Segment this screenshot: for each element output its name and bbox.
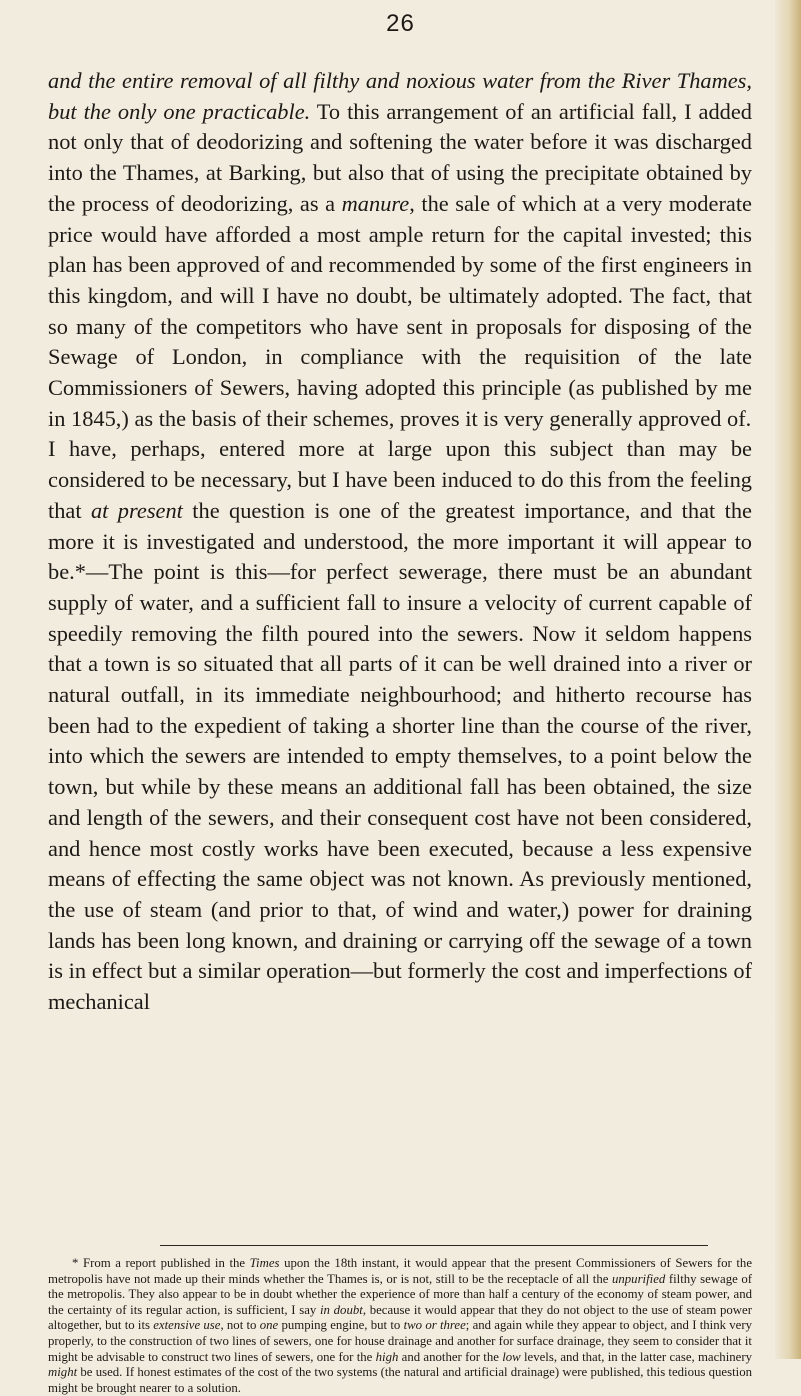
footnote-italic-unpurified: unpurified bbox=[611, 1271, 666, 1286]
italic-at-present: at present bbox=[90, 497, 183, 523]
footnote-text-h: and another for the bbox=[398, 1349, 503, 1364]
footnote-text-i: levels, and that, in the latter case, machinery bbox=[520, 1349, 752, 1364]
paragraph-2 bbox=[48, 434, 752, 1017]
footnote-italic-high: high bbox=[375, 1349, 399, 1364]
footnote-text-d: , because it would appear that they do not object to the use of steam power altogether, but to its bbox=[48, 1302, 752, 1333]
footnote-text-e: , not to bbox=[220, 1318, 260, 1333]
footnote-italic-two-or-three: two or three bbox=[403, 1318, 466, 1333]
footnote-text-g: ; and again while they appear to object, and I think very properly, to the construction of two lines of sewers, one for house drainage and another for surface drainage, they seem to consider that it might be advisable to construct two lines of sewers, one for the bbox=[48, 1318, 753, 1364]
footnote-text-c: filthy sewage of the metropolis. They also appear to be in doubt whether the experience of more than half a century of the economy of steam power, and the certainty of its regular action, is sufficient, I say bbox=[48, 1271, 752, 1317]
paragraph-2-text-a: I have, perhaps, entered more at large upon this subject than may be considered to be necessary, but I have been induced to do this from the feeling that bbox=[48, 436, 752, 523]
paragraph-2-text-b: the question is one of the greatest importance, and that the more it is investigated and understood, the more important it will appear to be.*—The point is this—for perfect sewerage, there must be an abundant supply of water, and a sufficient fall to insure a velocity of current capable of speedily removing the filth poured into the sewers. Now it seldom happens that a town is so situated that all parts of it can be well drained into a river or natural outfall, in its immediate neighbourhood; and hitherto recourse has been had to the expedient of taking a shorter line than the course of the river, into which the sewers are intended to empty themselves, to a point below the town, but while by these means an additional fall has been obtained, the size and length of the sewers, and their consequent cost have not been considered, and hence most costly works have been executed, because a less expensive means of effecting the same object was not known. As previously mentioned, the use of steam (and prior to that, of wind and water,) power for draining lands has been long known, and draining or carrying off the sewage of a town is in effect but a similar operation—but formerly the cost and imperfections of mechanical bbox=[48, 497, 752, 1015]
footnote-italic-low: low bbox=[502, 1349, 521, 1364]
footnote-italic-extensive-use: extensive use bbox=[153, 1318, 221, 1333]
italic-manure: manure bbox=[341, 190, 410, 216]
footnote bbox=[48, 1256, 752, 1396]
footnote-italic-times: Times bbox=[249, 1256, 280, 1270]
footnote-italic-in-doubt: in doubt bbox=[320, 1302, 363, 1317]
paragraph-1 bbox=[48, 66, 752, 434]
footnote-italic-might: might bbox=[48, 1365, 78, 1380]
body-text bbox=[48, 66, 752, 1018]
footnote-text-b: upon the 18th instant, it would appear that the present Commissioners of Sewers for the metropolis have not made up their minds whether the Thames is, or is not, still to be the receptacle of all the bbox=[48, 1256, 752, 1286]
footnote-text-f: pumping engine, but to bbox=[278, 1318, 404, 1333]
footnote-italic-one: one bbox=[259, 1318, 279, 1333]
footnote-text-a: * From a report published in the bbox=[72, 1256, 250, 1270]
page-number: 26 bbox=[386, 10, 415, 37]
footnote-paragraph bbox=[48, 1256, 752, 1396]
paragraph-1-text-a: To this arrangement of an artificial fall, I added not only that of deodorizing and softening the water before it was discharged into the Thames, at Barking, but also that of using the precipitate obtained by the process of deodorizing, as a bbox=[48, 98, 752, 216]
page-edge bbox=[775, 0, 801, 1359]
paragraph-1-text-b: , the sale of which at a very moderate price would have afforded a most ample return for the capital invested; this plan has been approved of and recommended by some of the first engineers in this kingdom, and will I have no doubt, be ultimately adopted. The fact, that so many of the competitors who have sent in proposals for disposing of the Sewage of London, in compliance with the requisition of the late Commissioners of Sewers, having adopted this principle (as published by me in 1845,) as the basis of their schemes, proves it is very generally approved of. bbox=[48, 190, 752, 431]
footnote-rule bbox=[160, 1245, 708, 1246]
italic-intro: and the entire removal of all filthy and noxious water from the River Thames, but the only one practicable. bbox=[48, 68, 752, 124]
footnote-text-j: be used. If honest estimates of the cost of the two systems (the natural and artificial drainage) were published, this tedious question might be brought nearer to a solution. bbox=[48, 1365, 752, 1395]
